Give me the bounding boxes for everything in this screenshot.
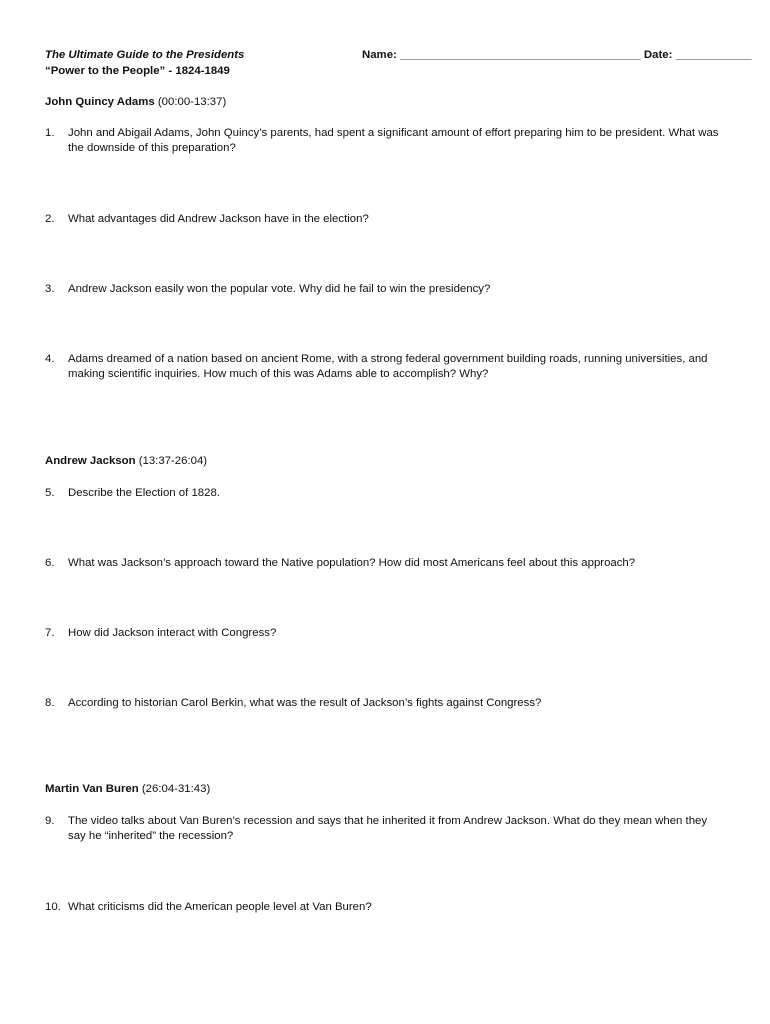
date-label: Date: — [640, 49, 676, 61]
question-text: Andrew Jackson easily won the popular vote. Why did he fail to win the presidency? — [68, 283, 491, 295]
question-7 — [45, 626, 725, 641]
question-text: What criticisms did the American people level at Van Buren? — [68, 901, 372, 913]
question-text: What was Jackson’s approach toward the Native population? How did most Americans feel about this approach? — [68, 557, 636, 569]
date-blank: ____________ — [675, 49, 752, 61]
question-8 — [45, 696, 725, 711]
question-1 — [45, 126, 725, 156]
section-time: (26:04-31:43) — [138, 783, 211, 795]
question-number: 2. — [45, 213, 55, 225]
question-number: 4. — [45, 353, 55, 365]
question-text: John and Abigail Adams, John Quincy’s parents, had spent a significant amount of effort preparing him to be president. What was the downside of this preparation? — [68, 127, 719, 154]
worksheet-title: The Ultimate Guide to the Presidents — [45, 49, 245, 61]
section-name: John Quincy Adams — [45, 96, 155, 108]
question-text: Describe the Election of 1828. — [68, 487, 220, 499]
question-number: 3. — [45, 283, 55, 295]
section-time: (13:37-26:04) — [135, 455, 208, 467]
question-number: 9. — [45, 815, 55, 827]
question-number: 8. — [45, 697, 55, 709]
question-number: 1. — [45, 127, 55, 139]
question-text: How did Jackson interact with Congress? — [68, 627, 277, 639]
question-text: Adams dreamed of a nation based on ancient Rome, with a strong federal government building roads, running universities, and making scientific inquiries. How much of this was Adams able to accomplish? Why? — [68, 353, 708, 380]
worksheet-subtitle: “Power to the People” - 1824-1849 — [45, 65, 230, 77]
section-heading-john-quincy-adams — [45, 95, 226, 110]
question-text: What advantages did Andrew Jackson have in the election? — [68, 213, 369, 225]
question-number: 10. — [45, 901, 61, 913]
name-blank: ______________________________________ — [399, 49, 641, 61]
name-label: Name: — [362, 49, 400, 61]
section-name: Andrew Jackson — [45, 455, 136, 467]
question-text: According to historian Carol Berkin, what was the result of Jackson’s fights against Congress? — [68, 697, 542, 709]
section-name: Martin Van Buren — [45, 783, 139, 795]
name-date-line — [362, 48, 752, 63]
question-5 — [45, 486, 725, 501]
question-number: 6. — [45, 557, 55, 569]
section-heading-martin-van-buren — [45, 782, 210, 797]
section-heading-andrew-jackson — [45, 454, 207, 469]
question-10 — [45, 900, 725, 915]
question-number: 7. — [45, 627, 55, 639]
question-number: 5. — [45, 487, 55, 499]
question-text: The video talks about Van Buren’s recession and says that he inherited it from Andrew Jackson. What do they mean when they say he “inherited” the recession? — [68, 815, 708, 842]
question-9 — [45, 814, 725, 844]
question-6 — [45, 556, 725, 571]
question-4 — [45, 352, 725, 382]
question-2 — [45, 212, 725, 227]
section-time: (00:00-13:37) — [154, 96, 227, 108]
question-3 — [45, 282, 725, 297]
